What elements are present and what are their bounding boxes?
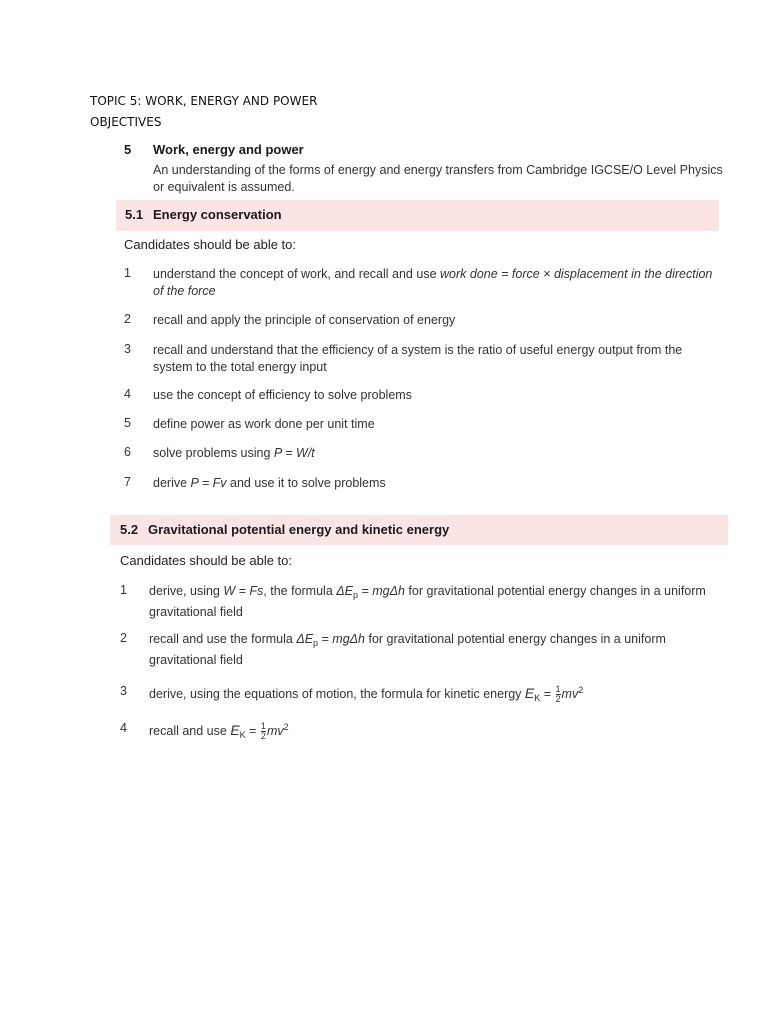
objective-equation: ΔE [336,584,353,598]
section-5-number: 5 [124,142,132,157]
objective-equation: P = Fv [190,476,227,490]
objective-5-2-1-text [149,583,719,621]
objective-5-2-2-text [149,631,719,669]
fraction-denominator: 2 [260,731,266,742]
objective-5-2-3-text [149,678,719,710]
objective-text-part: recall and use the formula [149,632,297,646]
objective-5-1-1-number: 1 [124,266,131,280]
objective-5-1-7-number: 7 [124,475,131,489]
objective-equation: E [230,722,240,738]
objective-equation: = mgΔh [358,584,405,598]
objective-text-part: derive [153,476,191,490]
section-5-1-band [116,200,719,231]
objective-equation: = [245,724,260,738]
objective-equation: = [540,687,555,701]
objective-5-1-3-number: 3 [124,342,131,356]
objective-equation: E [524,685,535,701]
half-fraction [261,722,266,741]
objective-equation: mv [266,724,284,738]
objective-equation: P = W/t [273,446,315,460]
section-5-2-number: 5.2 [120,522,139,537]
objective-subscript: K [534,693,541,703]
objective-text-part: derive, using the equations of motion, the formula for kinetic energy [149,687,525,701]
objective-5-2-3-number: 3 [120,684,127,698]
objective-5-2-1-number: 1 [120,583,127,597]
section-5-1-number: 5.1 [125,207,144,222]
objective-equation: = mgΔh [318,632,366,646]
objective-5-2-4-text [149,715,719,747]
objective-equation: mv [561,687,579,701]
objective-5-1-6-number: 6 [124,445,131,459]
section-5-title: Work, energy and power [153,142,304,157]
objective-5-1-4-number: 4 [124,387,131,401]
section-5-intro: An understanding of the forms of energy and energy transfers from Cambridge IGCSE/O Level Physics or equivalent is assumed. [153,163,723,194]
section-5-1-title: Energy conservation [153,207,282,222]
objective-text-part: , the formula [263,584,337,598]
objective-superscript: 2 [578,685,584,695]
objectives-heading: OBJECTIVES [90,115,162,129]
objective-subscript: p [352,590,358,600]
objective-subscript: p [313,638,319,648]
objective-equation: W = Fs [223,584,264,598]
objective-5-1-7-text [153,475,723,492]
objective-text-part: solve problems using [153,446,274,460]
objective-text-part: for gravitational potential energy changes in a uniform gravitational field [149,632,666,667]
section-5-2-title: Gravitational potential energy and kinetic energy [148,522,450,537]
topic-heading: TOPIC 5: WORK, ENERGY AND POWER [90,94,318,108]
objective-5-2-2-number: 2 [120,631,127,645]
section-5-1-candidates: Candidates should be able to: [124,237,297,252]
objective-equation: ΔE [296,632,314,646]
objective-text-part: recall and use [149,724,231,738]
objective-5-1-5-number: 5 [124,416,131,430]
objective-5-1-2-number: 2 [124,312,131,326]
half-fraction [556,685,561,704]
section-5-2-band [110,515,728,545]
objective-5-1-4-text: use the concept of efficiency to solve problems [153,388,412,402]
objective-text-part: for gravitational potential energy changes in a uniform gravitational field [149,584,706,619]
objective-text-part: derive, using [149,584,224,598]
objective-5-1-1-text [153,266,723,300]
objective-equation: work done = force × displacement in the direction of the force [153,267,713,298]
objective-superscript: 2 [283,722,289,732]
objective-5-1-5-text: define power as work done per unit time [153,417,375,431]
objective-5-2-4-number: 4 [120,721,127,735]
fraction-numerator: 1 [555,684,561,695]
section-5-2-candidates: Candidates should be able to: [120,553,293,568]
objective-5-1-3-text: recall and understand that the efficiency of a system is the ratio of useful energy output from the system to the total energy input [153,343,683,374]
fraction-denominator: 2 [555,694,561,705]
fraction-numerator: 1 [260,721,266,732]
objective-subscript: K [239,730,246,740]
objective-5-1-6-text [153,445,723,462]
objective-5-1-2-text: recall and apply the principle of conservation of energy [153,313,456,327]
objective-text-part: and use it to solve problems [226,476,386,490]
objective-text-part: understand the concept of work, and recall and use [153,267,440,281]
